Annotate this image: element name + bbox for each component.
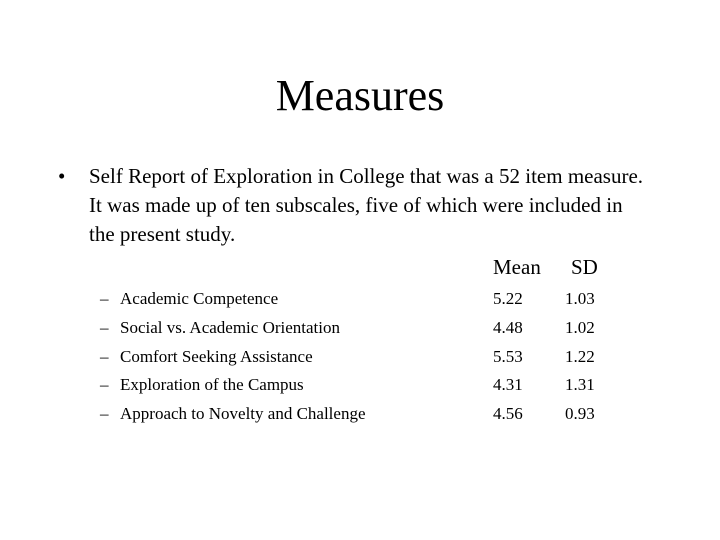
column-header-mean: Mean <box>493 255 541 279</box>
dash-marker: – <box>100 347 109 366</box>
subscale-mean: 4.56 <box>493 404 523 423</box>
subscale-sd: 1.03 <box>565 289 595 308</box>
subscale-row <box>0 371 720 399</box>
subscale-mean: 5.22 <box>493 289 523 308</box>
subscale-mean: 4.48 <box>493 318 523 337</box>
slide-title: Measures <box>275 71 445 120</box>
subscale-name: Social vs. Academic Orientation <box>120 318 340 337</box>
dash-marker: – <box>100 404 109 423</box>
bullet-marker: • <box>58 164 66 188</box>
column-header-sd: SD <box>571 255 598 279</box>
bullet-block <box>58 162 678 249</box>
subscale-sd: 1.22 <box>565 347 595 366</box>
dash-marker: – <box>100 289 109 308</box>
subscale-name: Academic Competence <box>120 289 279 308</box>
bullet-item <box>58 162 678 249</box>
bullet-text: Self Report of Exploration in College that was a 52 item measure. It was made up of ten subscales, five of which were included in the present study. <box>89 164 644 246</box>
subscale-sd: 1.02 <box>565 318 595 337</box>
subscale-row <box>0 400 720 428</box>
subscale-row <box>0 314 720 342</box>
subscale-row <box>0 343 720 371</box>
subscale-name: Comfort Seeking Assistance <box>120 347 313 366</box>
subscale-sd: 0.93 <box>565 404 595 423</box>
subscale-row <box>0 285 720 313</box>
subscale-mean: 4.31 <box>493 375 523 394</box>
subscale-mean: 5.53 <box>493 347 523 366</box>
subscale-sd: 1.31 <box>565 375 595 394</box>
subscale-name: Approach to Novelty and Challenge <box>120 404 366 423</box>
dash-marker: – <box>100 318 109 337</box>
subscale-name: Exploration of the Campus <box>120 375 304 394</box>
dash-marker: – <box>100 375 109 394</box>
